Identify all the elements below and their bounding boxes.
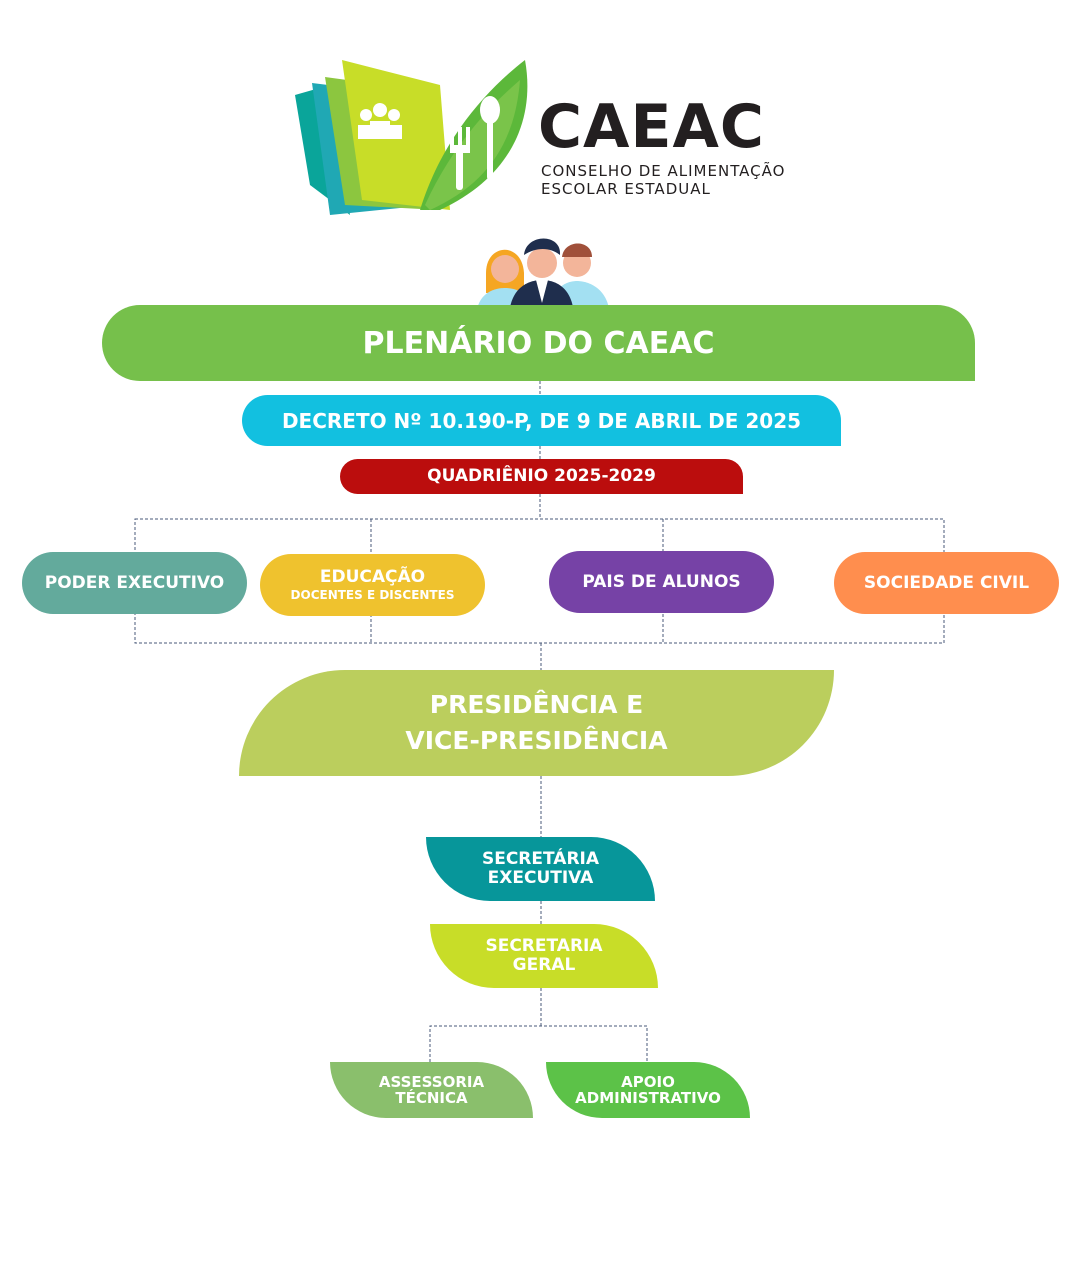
assessoria-line1: ASSESSORIA xyxy=(378,1072,485,1091)
secretaria-geral-line2: GERAL xyxy=(512,955,576,975)
connector-assessoria-apoio xyxy=(430,1026,647,1062)
assessoria-line2: TÉCNICA xyxy=(395,1089,468,1107)
logo-title: CAEAC xyxy=(538,92,765,162)
secretaria-executiva-line1: SECRETÁRIA xyxy=(481,849,600,870)
decreto-box xyxy=(242,395,841,446)
presidencia-line1: PRESIDÊNCIA E xyxy=(429,689,644,719)
secretaria-geral-line1: SECRETARIA xyxy=(485,936,603,957)
secretaria-geral-box xyxy=(430,924,658,988)
segment-sublabel: DOCENTES E DISCENTES xyxy=(290,587,455,602)
presidencia-box xyxy=(239,670,834,776)
secretaria-executiva-box xyxy=(426,837,655,901)
segment-label: PODER EXECUTIVO xyxy=(44,572,225,593)
apoio-administrativo-box xyxy=(546,1062,750,1118)
decreto-label: DECRETO Nº 10.190-P, DE 9 DE ABRIL DE 2025 xyxy=(281,408,802,433)
segment-label: SOCIEDADE CIVIL xyxy=(863,572,1030,593)
segment-poder-executivo xyxy=(22,552,247,614)
quadrienio-label: QUADRIÊNIO 2025-2029 xyxy=(427,466,656,487)
plenario-label: PLENÁRIO DO CAEAC xyxy=(362,325,715,361)
plenario-box xyxy=(102,305,975,381)
presidencia-line2: VICE-PRESIDÊNCIA xyxy=(405,726,668,755)
apoio-line2: ADMINISTRATIVO xyxy=(575,1089,721,1107)
apoio-line1: APOIO xyxy=(621,1072,675,1091)
connector-segments-frame xyxy=(135,519,944,643)
logo-subtitle-line2: ESCOLAR ESTADUAL xyxy=(541,180,711,198)
caeac-logo-icon xyxy=(290,55,535,215)
quadrienio-box xyxy=(340,459,743,494)
logo-subtitle-line1: CONSELHO DE ALIMENTAÇÃO xyxy=(541,162,786,180)
assessoria-tecnica-box xyxy=(330,1062,533,1118)
segment-label: PAIS DE ALUNOS xyxy=(582,571,741,592)
segment-educacao xyxy=(260,554,485,616)
segment-pais-de-alunos xyxy=(549,551,774,613)
segment-label: EDUCAÇÃO xyxy=(319,567,426,588)
secretaria-executiva-line2: EXECUTIVA xyxy=(487,868,594,888)
segment-sociedade-civil xyxy=(834,552,1059,614)
